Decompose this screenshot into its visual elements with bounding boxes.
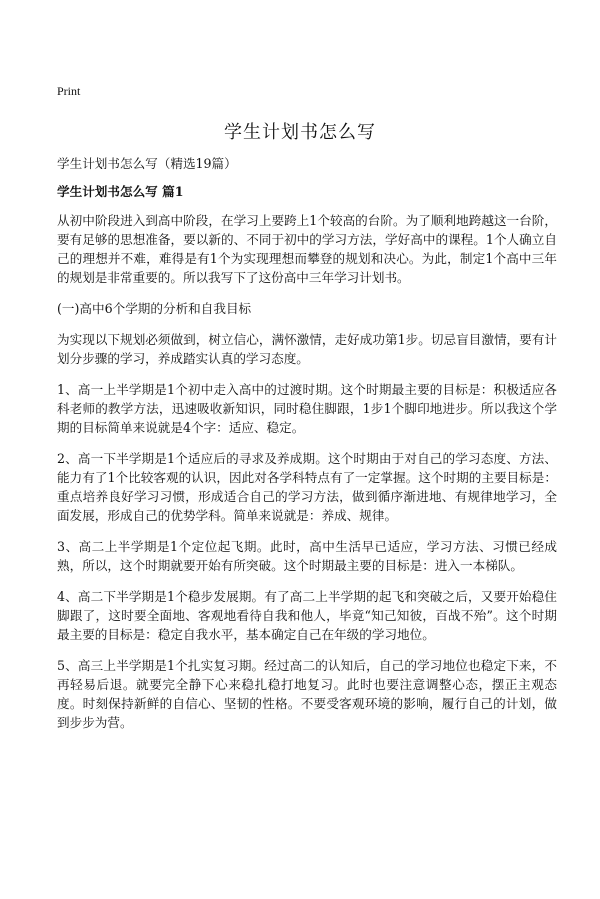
paragraph-item-1: 1、高一上半学期是1个初中走入高中的过渡时期。这个时期最主要的目标是：积极适应各科老师的教学方法，迅速吸收新知识，同时稳住脚跟，1步1个脚印地进步。所以我这个学期的目标简单来说就是4个字：适应、稳定。	[57, 382, 557, 435]
document-subtitle: 学生计划书怎么写（精选19篇）	[57, 156, 237, 171]
paragraph-item-5: 5、高三上半学期是1个扎实复习期。经过高二的认知后，自己的学习地位也稳定下来，不再轻易后退。就要完全静下心来稳扎稳打地复习。此时也要注意调整心态，摆正主观态度。时刻保持新鲜的自信心、坚韧的性格。不要受客观环境的影响，履行自己的计划，做到步步为营。	[57, 658, 557, 730]
document-body	[57, 154, 557, 744]
paragraph-item-4: 4、高二下半学期是1个稳步发展期。有了高二上半学期的起飞和突破之后，又要开始稳住脚跟了，这时要全面地、客观地看待自我和他人，毕竟“知己知彼，百战不殆”。这个时期最主要的目标是：稳定自我水平，基本确定自己在年级的学习地位。	[57, 589, 557, 642]
paragraph-subheading: (一)高中6个学期的分析和自我目标	[57, 301, 252, 316]
print-label: Print	[57, 84, 81, 98]
section-heading: 学生计划书怎么写 篇1	[57, 184, 184, 199]
document-title: 学生计划书怎么写	[224, 122, 376, 143]
paragraph-requirements: 为实现以下规划必须做到，树立信心，满怀激情，走好成功第1步。切忌盲目激情，要有计划分步骤的学习，养成踏实认真的学习态度。	[57, 332, 557, 366]
paragraph-intro: 从初中阶段进入到高中阶段，在学习上要跨上1个较高的台阶。为了顺利地跨越这一台阶，要有足够的思想准备，要以新的、不同于初中的学习方法，学好高中的课程。1个人确立自己的理想并不难，难得是有1个为实现理想而攀登的规划和决心。为此，制定1个高中三年的规划是非常重要的。所以我写下了这份高中三年学习计划书。	[57, 213, 557, 285]
paragraph-item-3: 3、高二上半学期是1个定位起飞期。此时，高中生活早已适应，学习方法、习惯已经成熟，所以，这个时期就要开始有所突破。这个时期最主要的目标是：进入一本梯队。	[57, 539, 557, 573]
paragraph-item-2: 2、高一下半学期是1个适应后的寻求及养成期。这个时期由于对自己的学习态度、方法、能力有了1个比较客观的认识，因此对各学科特点有了一定掌握。这个时期的主要目标是：重点培养良好学习习惯，形成适合自己的学习方法，做到循序渐进地、有规律地学习，全面发展，形成自己的优势学科。简单来说就是：养成、规律。	[57, 451, 557, 523]
